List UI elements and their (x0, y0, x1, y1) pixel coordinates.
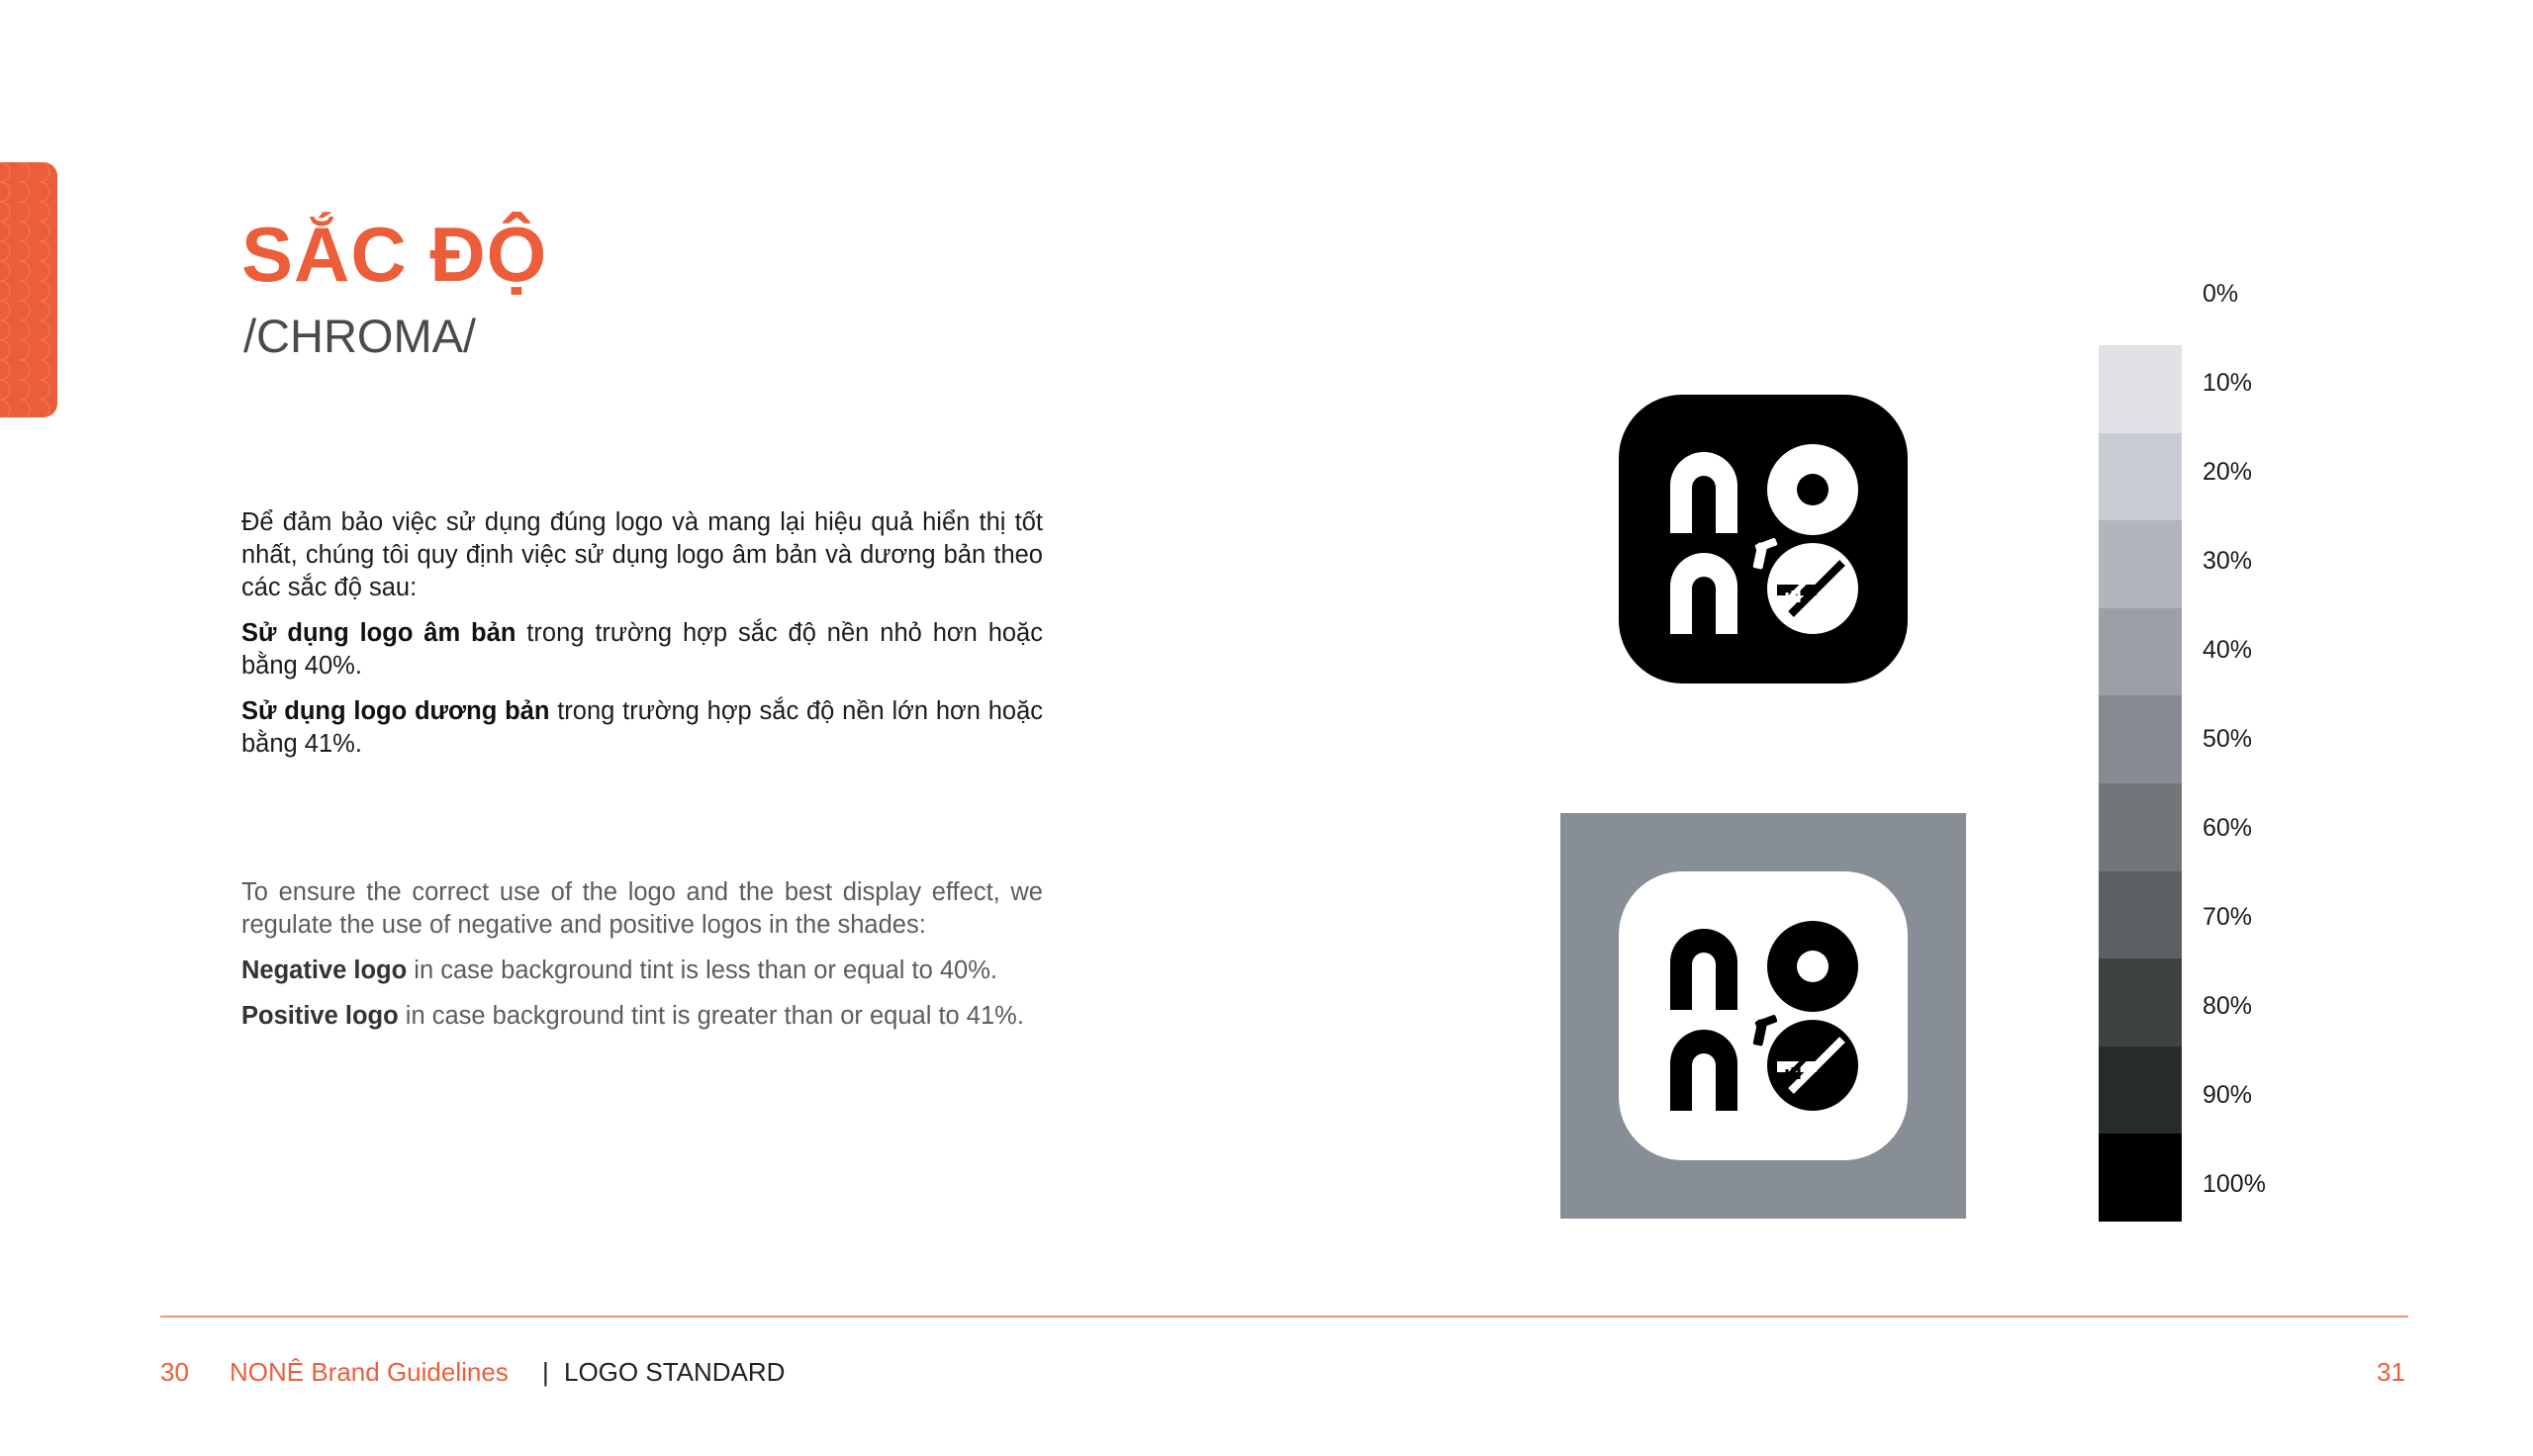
vietnamese-description (241, 506, 1043, 774)
tint-swatch (2099, 433, 2182, 521)
tint-label: 70% (2203, 903, 2253, 931)
tint-label: 90% (2203, 1081, 2253, 1109)
footer-separator: | (542, 1357, 549, 1387)
en-positive-text: in case background tint is greater than or equal to 41%. (398, 1002, 1024, 1030)
page-title: SẮC ĐỘ (241, 211, 548, 298)
en-positive-label: Positive logo (241, 1002, 399, 1030)
tint-label: 80% (2203, 992, 2253, 1020)
english-description (241, 876, 1043, 1046)
none-logo-icon (1619, 395, 1908, 683)
tint-label: 40% (2203, 636, 2253, 664)
vi-negative-text: trong trường hợp sắc độ nền nhỏ hơn hoặc bằng 40%. (241, 619, 1043, 680)
en-negative-text: in case background tint is less than or equal to 40%. (407, 956, 997, 984)
vi-negative-rule (241, 617, 1043, 682)
vi-positive-rule (241, 695, 1043, 761)
en-positive-rule (241, 1000, 1043, 1033)
footer-section: LOGO STANDARD (564, 1357, 786, 1387)
tint-label: 10% (2203, 369, 2253, 397)
tint-swatch (2099, 958, 2182, 1046)
vi-positive-text: trong trường hợp sắc độ nền lớn hơn hoặc bằng 41%. (241, 697, 1044, 758)
tint-swatch (2099, 1046, 2182, 1135)
en-intro: To ensure the correct use of the logo and the best display effect, we regulate the use of negative and positive logos in the shades: (241, 878, 1043, 939)
vi-negative-label: Sử dụng logo âm bản (241, 619, 516, 647)
negative-logo-tile (1619, 395, 1908, 683)
vi-intro: Để đảm bảo việc sử dụng đúng logo và mang lại hiệu quả hiển thị tốt nhất, chúng tôi quy định việc sử dụng logo âm bản và dương bản theo các sắc độ sau: (241, 508, 1043, 601)
page-number-right: 31 (2377, 1357, 2405, 1387)
tint-label: 0% (2203, 280, 2239, 308)
tint-swatch (2099, 1134, 2182, 1222)
tint-label: 100% (2203, 1170, 2266, 1198)
tint-scale (2099, 345, 2182, 1222)
page-subtitle: /CHROMA/ (243, 310, 476, 362)
tint-swatch (2099, 871, 2182, 959)
tint-swatch (2099, 695, 2182, 783)
tint-label: 20% (2203, 458, 2253, 486)
vi-positive-label: Sử dụng logo dương bản (241, 697, 550, 725)
footer-divider (160, 1316, 2408, 1318)
tint-swatch (2099, 345, 2182, 433)
tint-swatch (2099, 783, 2182, 871)
positive-logo-tile (1619, 871, 1908, 1160)
tint-swatch (2099, 520, 2182, 608)
footer-brand: NONÊ Brand Guidelines (230, 1357, 509, 1387)
tint-label: 50% (2203, 725, 2253, 753)
none-logo-icon (1619, 871, 1908, 1160)
page-number-left: 30 (160, 1357, 189, 1387)
en-negative-rule (241, 955, 1043, 987)
en-negative-label: Negative logo (241, 956, 408, 984)
section-tab-marker (0, 162, 57, 417)
tint-label: 30% (2203, 547, 2253, 575)
tint-swatch (2099, 608, 2182, 696)
tint-label: 60% (2203, 814, 2253, 842)
